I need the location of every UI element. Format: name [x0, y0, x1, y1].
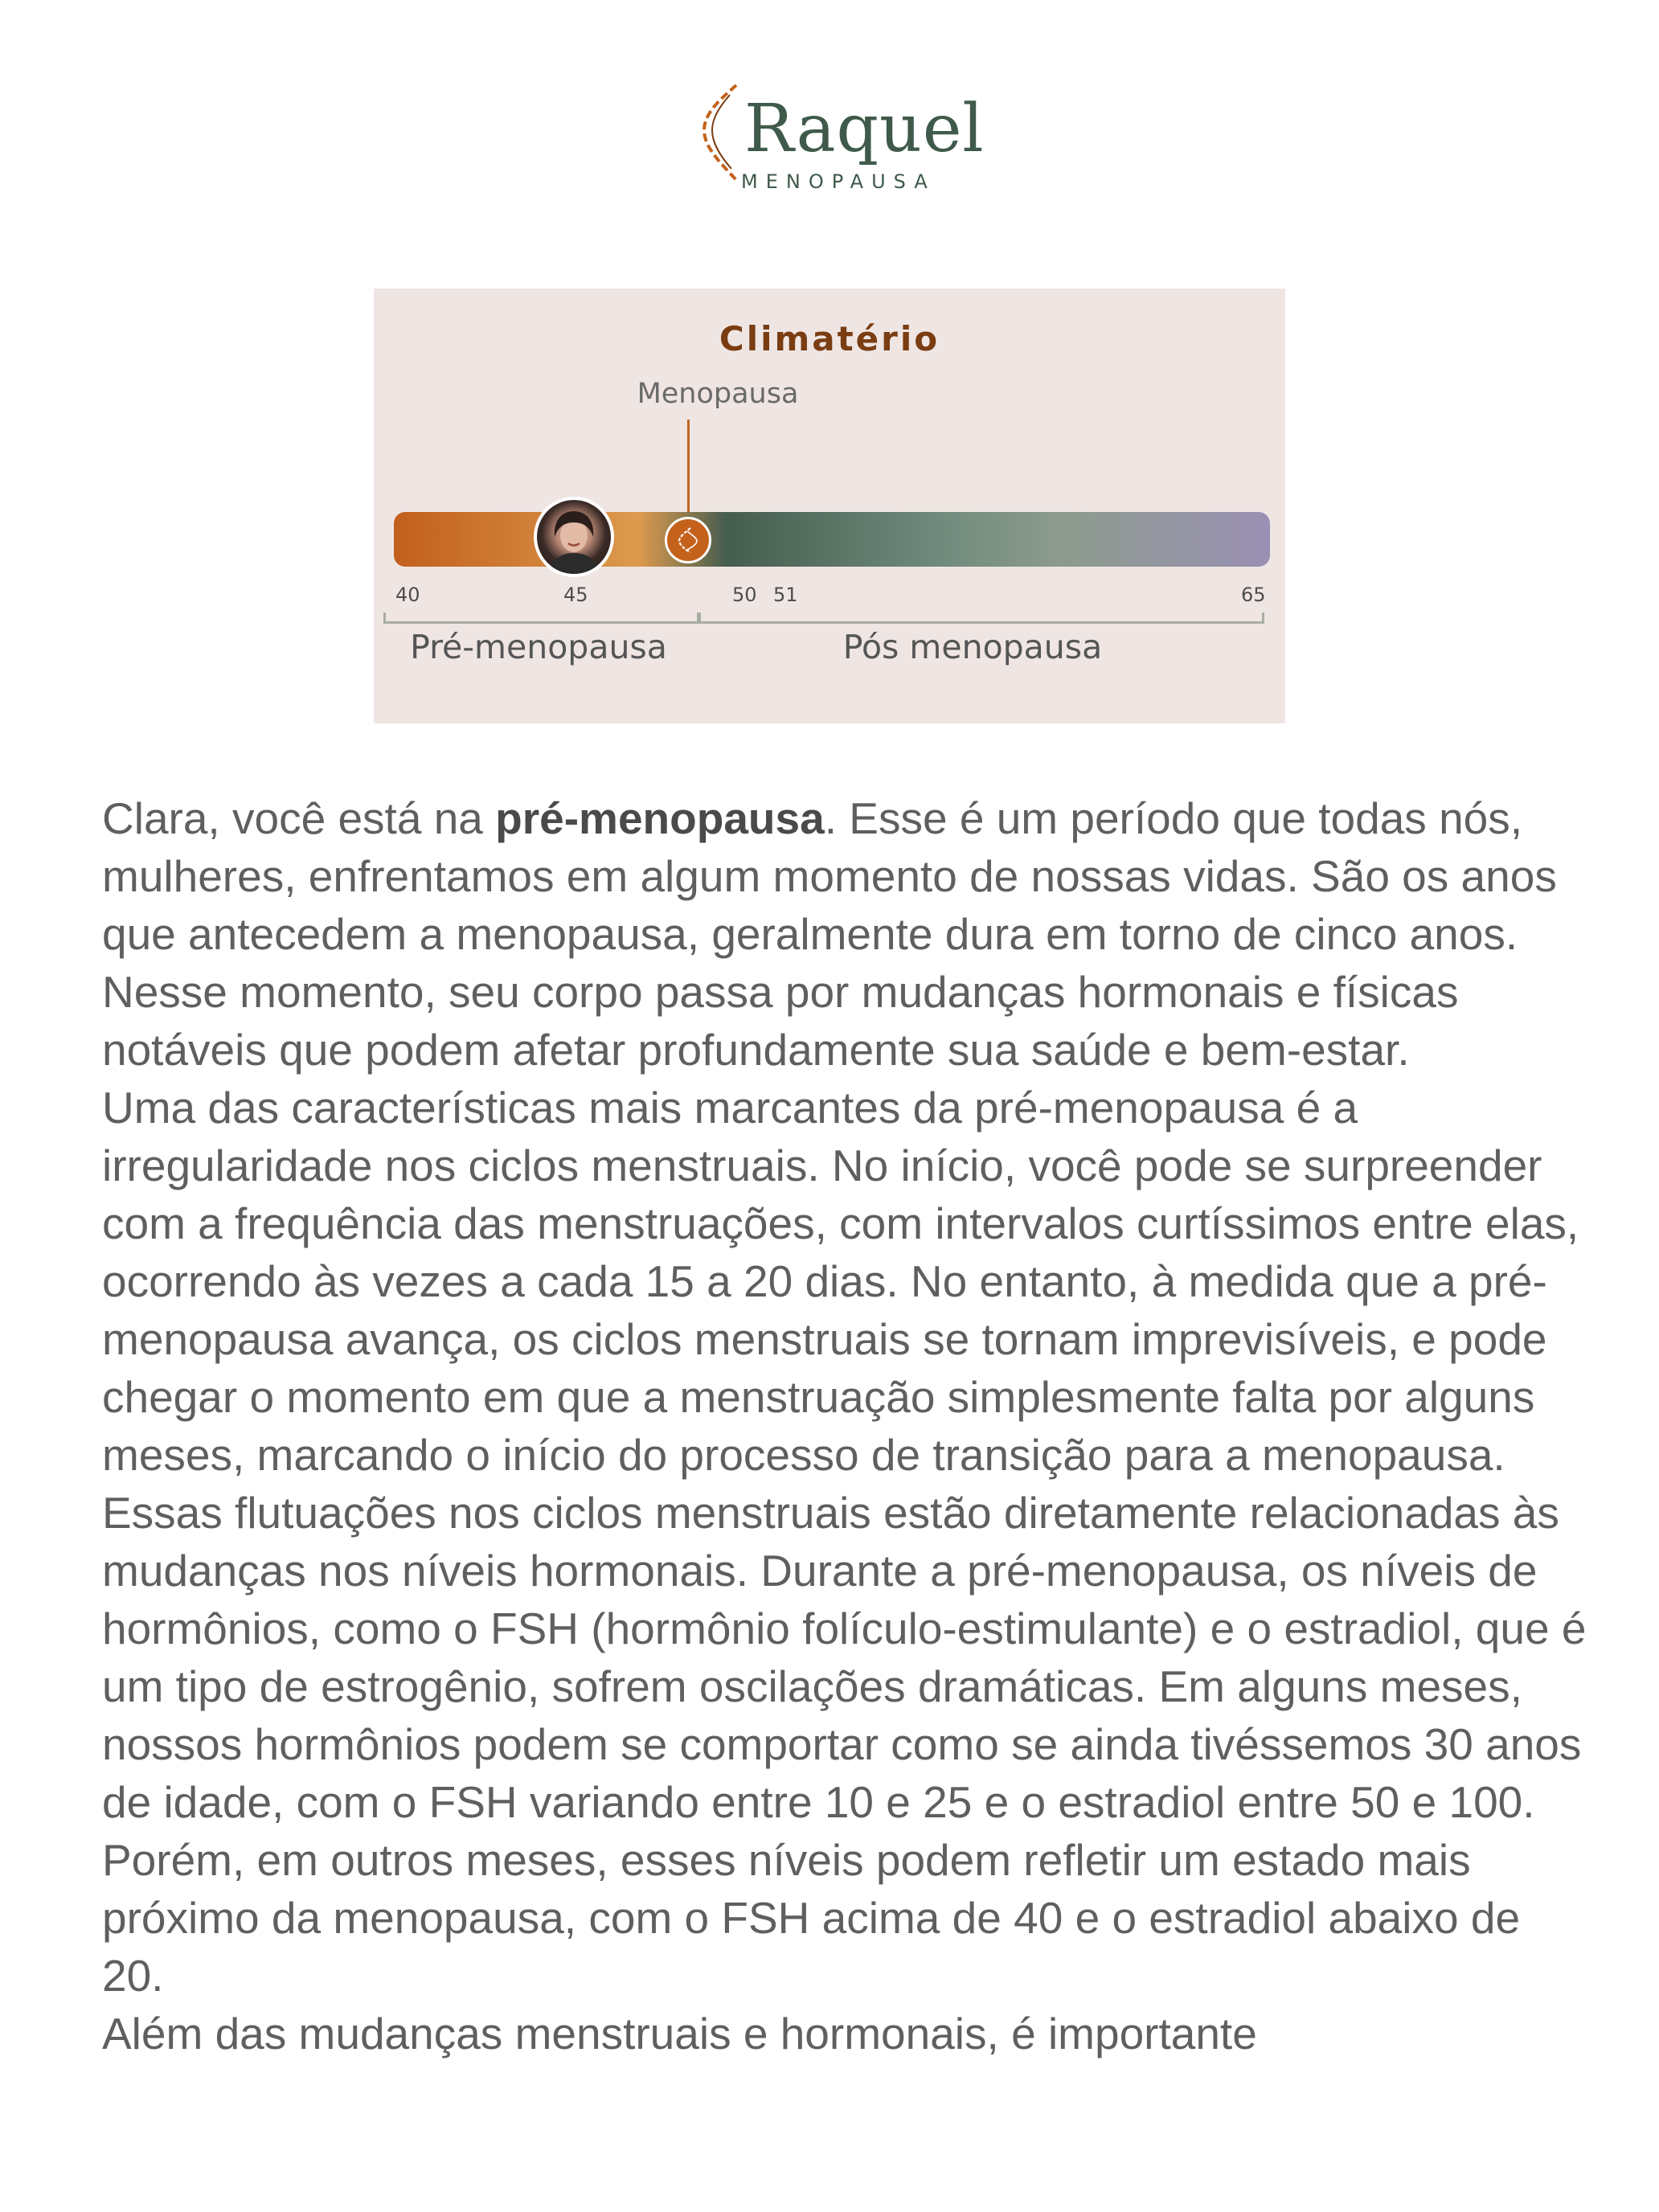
timeline-gradient-bar: [394, 512, 1270, 567]
tick-50: 50: [732, 584, 757, 606]
brand-subtitle: MENOPAUSA: [741, 170, 936, 193]
timeline-title: Climatério: [719, 319, 940, 358]
pos-menopausa-bracket: [698, 612, 1264, 624]
article-paragraph: Clara, você está na pré-menopausa. Esse é um período que todas nós, mulheres, enfrentamos em algum momento de nossas vidas. São os anos que antecedem a menopausa, geralmente dura em torno de cinco anos. Nesse momento, seu corpo passa por mudanças hormonais e físicas notáveis que podem afetar profundamente sua saúde e bem-estar.: [102, 793, 1557, 1075]
brand-logo: [698, 80, 985, 201]
user-avatar: [534, 497, 614, 577]
tick-51: 51: [773, 584, 798, 606]
menopausa-marker-icon: [665, 517, 711, 563]
tick-45: 45: [563, 584, 588, 606]
menopausa-marker-line: [687, 420, 690, 518]
menopausa-label: Menopausa: [637, 378, 799, 410]
article-body: [102, 789, 1589, 2212]
climaterio-timeline: [374, 289, 1285, 723]
phase-pre-menopausa: Pré-menopausa: [410, 628, 667, 666]
tick-40: 40: [395, 584, 420, 606]
pre-menopausa-bracket: [383, 612, 699, 624]
highlight-pre-menopausa: pré-menopausa: [495, 793, 825, 843]
tick-65: 65: [1241, 584, 1266, 606]
article-paragraph: Uma das características mais marcantes da pré-menopausa é a irregularidade nos ciclos menstruais. No início, você pode se surpreender com a frequência das menstruações, com intervalos curtíssimos entre elas, ocorrendo às vezes a cada 15 a 20 dias. No entanto, à medida que a pré-menopausa avança, os ciclos menstruais se tornam imprevisíveis, e pode chegar o momento em que a menstruação simplesmente falta por alguns meses, marcando o início do processo de transição para a menopausa.: [102, 1083, 1579, 1480]
avatar-photo-icon: [537, 500, 611, 574]
brand-name: Raquel: [744, 91, 985, 167]
article-paragraph: Além das mudanças menstruais e hormonais, é importante: [102, 2009, 1257, 2058]
phase-pos-menopausa: Pós menopausa: [842, 628, 1103, 666]
article-paragraph: Essas flutuações nos ciclos menstruais estão diretamente relacionadas às mudanças nos níveis hormonais. Durante a pré-menopausa, os níveis de hormônios, como o FSH (hormônio folículo-estimulante) e o estradiol, que é um tipo de estrogênio, sofrem oscilações dramáticas. Em alguns meses, nossos hormônios podem se comportar como se ainda tivéssemos 30 anos de idade, com o FSH variando entre 10 e 25 e o estradiol entre 50 e 100. Porém, em outros meses, esses níveis podem refletir um estado mais próximo da menopausa, com o FSH acima de 40 e o estradiol abaixo de 20.: [102, 1488, 1587, 2001]
